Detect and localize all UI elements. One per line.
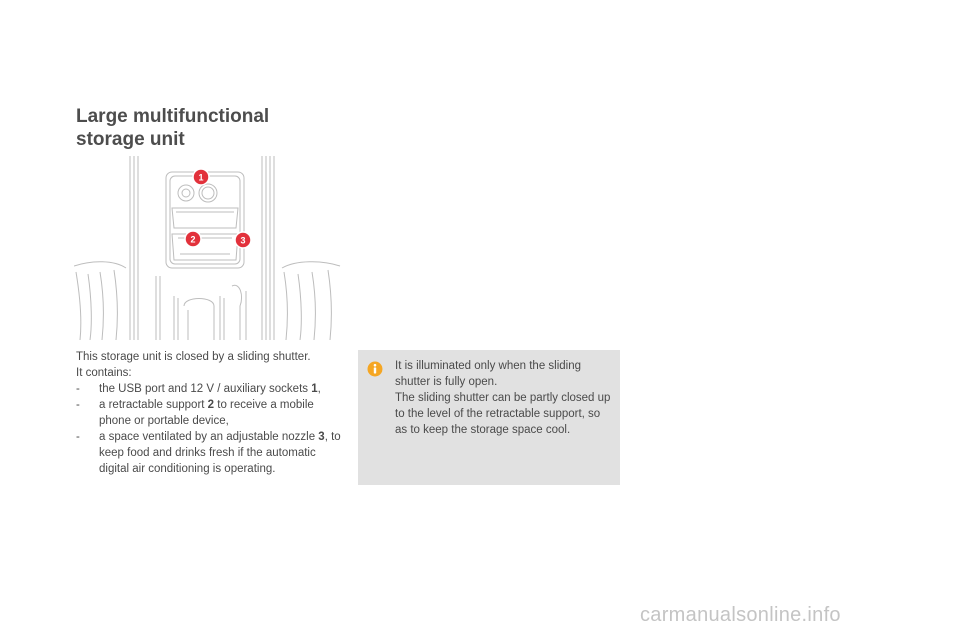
callout-badge-3 xyxy=(235,232,251,248)
page-title-line-1: Large multifunctional xyxy=(76,106,270,127)
note-text xyxy=(395,358,615,438)
note-line-1: It is illuminated only when the sliding shutter is fully open. xyxy=(395,360,582,388)
intro-sentence: This storage unit is closed by a sliding shutter. xyxy=(76,351,311,363)
list-item-text: , to keep food and drinks fresh if the automatic digital air conditioning is operating. xyxy=(99,431,341,475)
contains-label: It contains: xyxy=(76,367,132,379)
list-item-text: , xyxy=(317,383,321,395)
info-icon xyxy=(367,361,383,377)
list-dash: - xyxy=(76,431,80,443)
list-item-text: a retractable support xyxy=(99,399,208,411)
callout-label-1: 1 xyxy=(198,172,204,183)
contents-list xyxy=(76,381,348,477)
callout-reference: 2 xyxy=(207,399,215,411)
body-text xyxy=(76,349,348,477)
info-note xyxy=(358,350,620,485)
list-item-text: to receive a mobile phone or portable device, xyxy=(99,399,314,427)
list-item-text: a space ventilated by an adjustable nozzle xyxy=(99,431,319,443)
callout-label-3: 3 xyxy=(240,235,246,246)
callout-reference: 1 xyxy=(311,383,318,395)
callout-reference: 3 xyxy=(318,431,325,443)
callout-badge-2 xyxy=(185,231,201,247)
callout-label-2: 2 xyxy=(190,234,196,245)
callout-badge-1 xyxy=(193,169,209,185)
storage-unit-illustration xyxy=(74,156,342,340)
page-title xyxy=(76,105,356,151)
watermark: carmanualsonline.info xyxy=(640,604,841,626)
note-line-2: The sliding shutter can be partly closed up to the level of the retractable support, so as to keep the storage space cool. xyxy=(395,392,611,436)
page-title-line-2: storage unit xyxy=(76,129,185,150)
list-dash: - xyxy=(76,383,80,395)
list-item-text: the USB port and 12 V / auxiliary sockets xyxy=(99,383,312,395)
list-dash: - xyxy=(76,399,80,411)
list-item xyxy=(76,397,348,429)
list-item xyxy=(76,429,348,477)
list-item xyxy=(76,381,348,397)
